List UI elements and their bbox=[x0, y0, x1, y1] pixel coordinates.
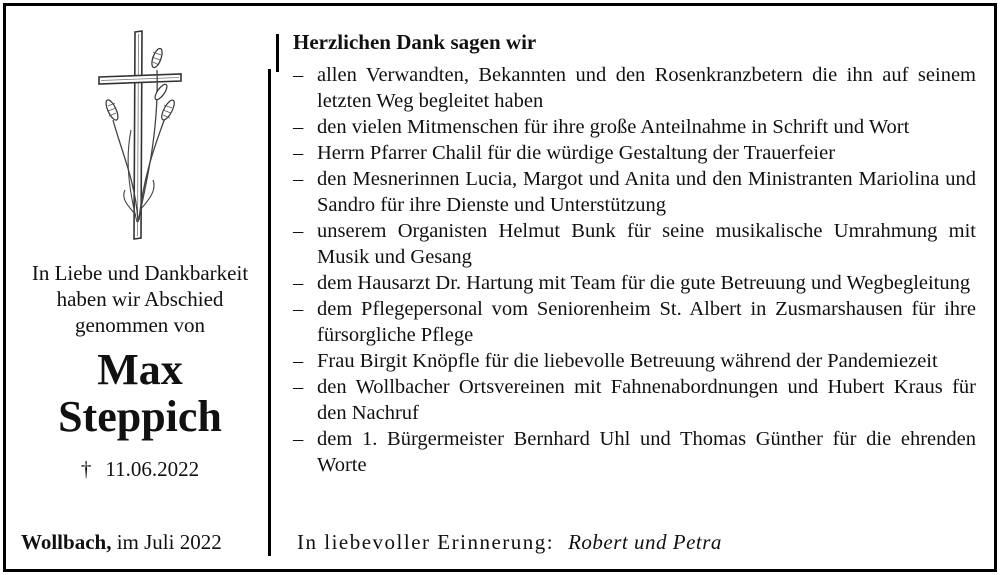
cross-with-wheat-icon bbox=[91, 30, 187, 242]
divider bbox=[268, 69, 271, 556]
intro-line: genommen von bbox=[74, 313, 206, 337]
list-item: – unserem Organisten Helmut Bunk für seine musikalische Umrahmung mit Musik und Gesang bbox=[293, 220, 976, 268]
dash: – bbox=[293, 298, 304, 320]
intro-text bbox=[9, 260, 271, 338]
last-name: Steppich bbox=[58, 392, 222, 441]
closing-names: Robert und Petra bbox=[568, 530, 722, 554]
dash: – bbox=[293, 428, 304, 450]
list-item: – dem Hausarzt Dr. Hartung mit Team für die gute Betreuung und Wegbegleitung bbox=[293, 272, 971, 294]
dash: – bbox=[293, 64, 304, 86]
list-item: – Frau Birgit Knöpfle für die liebevolle Betreuung während der Pandemiezeit bbox=[293, 350, 938, 372]
deceased-name bbox=[9, 346, 271, 440]
list-item: – Herrn Pfarrer Chalil für die würdige Gestaltung der Trauerfeier bbox=[293, 142, 836, 164]
list-item: – dem 1. Bürgermeister Bernhard Uhl und Thomas Günther für die ehrenden Worte bbox=[293, 428, 976, 476]
death-date: 11.06.2022 bbox=[105, 457, 200, 481]
intro-line: haben wir Abschied bbox=[56, 287, 224, 311]
death-date-line bbox=[9, 457, 271, 482]
list-item: – allen Verwandten, Bekannten und den Rosenkranzbetern die ihn auf seinem letzten Weg begleitet haben bbox=[293, 64, 976, 112]
right-column bbox=[293, 28, 976, 478]
intro-line: In Liebe und Dankbarkeit bbox=[31, 261, 249, 285]
dash: – bbox=[293, 116, 304, 138]
list-item: – den Wollbacher Ortsvereinen mit Fahnenabordnungen und Hubert Kraus für den Nachruf bbox=[293, 376, 976, 424]
place: Wollbach, bbox=[21, 530, 112, 554]
dash: – bbox=[293, 350, 304, 372]
date-text: im Juli 2022 bbox=[116, 530, 222, 554]
dash: – bbox=[293, 220, 304, 242]
place-date bbox=[21, 530, 271, 555]
first-name: Max bbox=[97, 345, 183, 394]
dash: – bbox=[293, 168, 304, 190]
divider-top bbox=[276, 34, 279, 72]
list-item: – den vielen Mitmenschen für ihre große Anteilnahme in Schrift und Wort bbox=[293, 116, 910, 138]
dash: – bbox=[293, 376, 304, 398]
dagger-icon: † bbox=[80, 457, 92, 481]
list-item: – dem Pflegepersonal vom Seniorenheim St. Albert in Zusmarshausen für ihre fürsorgliche Pflege bbox=[293, 298, 976, 346]
thanks-list bbox=[293, 62, 976, 478]
dash: – bbox=[293, 272, 304, 294]
list-item: – den Mesnerinnen Lucia, Margot und Anita und den Ministranten Mariolina und Sandro für ihre Dienste und Unterstützung bbox=[293, 168, 976, 216]
thanks-heading: Herzlichen Dank sagen wir bbox=[293, 30, 537, 54]
obituary-card bbox=[3, 3, 997, 572]
closing-line bbox=[297, 530, 722, 555]
left-column bbox=[9, 6, 271, 569]
closing-label: In liebevoller Erinnerung: bbox=[297, 530, 555, 554]
dash: – bbox=[293, 142, 304, 164]
